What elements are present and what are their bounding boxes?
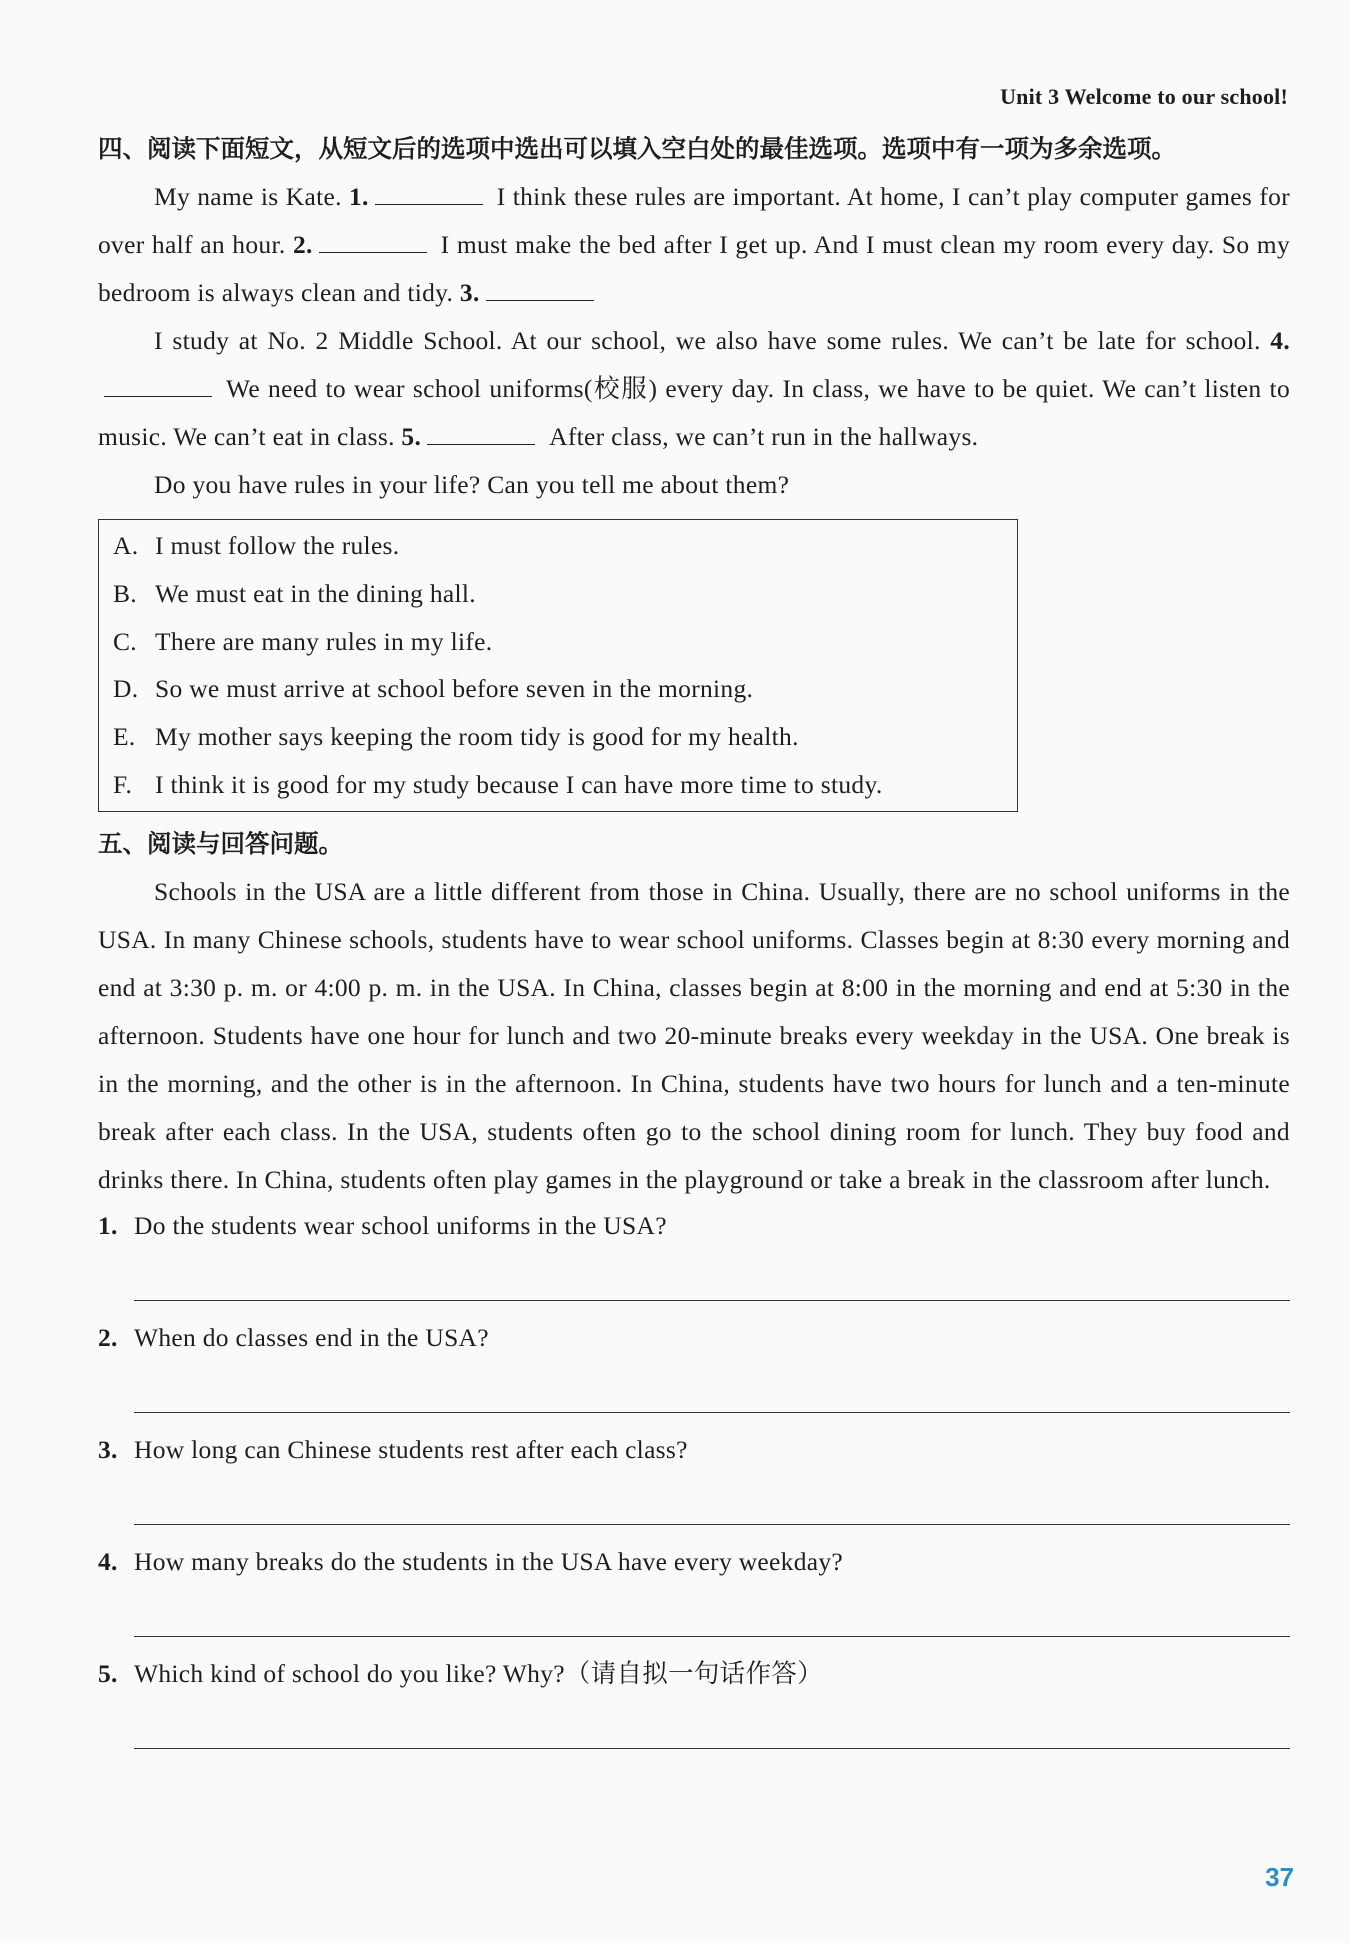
question-5 bbox=[98, 1654, 1290, 1749]
blank-number: 1. bbox=[348, 182, 369, 211]
answer-blank-4[interactable] bbox=[104, 376, 212, 397]
answer-blank-5[interactable] bbox=[427, 424, 535, 445]
section-5-title: 五、阅读与回答问题。 bbox=[98, 828, 343, 858]
passage-text: I study at No. 2 Middle School. At our school, we also have some rules. We can’t be late for school. bbox=[154, 326, 1271, 355]
passage-paragraph-2 bbox=[98, 317, 1290, 461]
option-a bbox=[99, 522, 1017, 570]
question-number: 5. bbox=[98, 1658, 118, 1688]
blank-number: 3. bbox=[459, 278, 480, 307]
answer-blank-1[interactable] bbox=[375, 184, 483, 205]
option-text: There are many rules in my life. bbox=[155, 626, 493, 656]
option-text: I must follow the rules. bbox=[155, 531, 400, 560]
option-text: I think it is good for my study because I can have more time to study. bbox=[155, 769, 883, 799]
question-text bbox=[98, 1206, 1290, 1246]
question-label: Do the students wear school uniforms in the USA? bbox=[134, 1210, 667, 1240]
page-number: 37 bbox=[1265, 1862, 1294, 1892]
answer-line-2[interactable] bbox=[134, 1358, 1290, 1413]
answer-line-1[interactable] bbox=[134, 1246, 1290, 1301]
option-letter: E. bbox=[113, 722, 136, 752]
passage-text: We need to wear school uniforms(校服) every day. In class, we have to be quiet. We can’t listen to music. We can’t eat in class. bbox=[98, 374, 1290, 451]
blank-number: 5. bbox=[401, 422, 422, 451]
question-label: Which kind of school do you like? Why?（请自拟一句话作答） bbox=[134, 1658, 823, 1688]
option-d bbox=[99, 665, 1017, 713]
answer-blank-3[interactable] bbox=[486, 280, 594, 301]
question-text bbox=[98, 1542, 1290, 1582]
question-4 bbox=[98, 1542, 1290, 1637]
option-text: So we must arrive at school before seven in the morning. bbox=[155, 674, 754, 704]
option-e bbox=[99, 713, 1017, 761]
question-number: 1. bbox=[98, 1210, 118, 1240]
answer-line-3[interactable] bbox=[134, 1470, 1290, 1525]
unit-header: Unit 3 Welcome to our school! bbox=[1000, 84, 1288, 109]
question-text bbox=[98, 1654, 1290, 1694]
question-number: 4. bbox=[98, 1546, 118, 1576]
question-label: How many breaks do the students in the USA have every weekday? bbox=[134, 1546, 844, 1576]
question-1 bbox=[98, 1206, 1290, 1301]
answer-line-4[interactable] bbox=[134, 1582, 1290, 1637]
reading-passage: Schools in the USA are a little different from those in China. Usually, there are no school uniforms in the USA. In many Chinese schools, students have to wear school uniforms. Classes begin at 8:30 every morning and end at 3:30 p. m. or 4:00 p. m. in the USA. In China, classes begin at 8:00 in the morning and end at 5:30 in the afternoon. Students have one hour for lunch and two 20-minute breaks every weekday in the USA. One break is in the morning, and the other is in the afternoon. In China, students have two hours for lunch and a ten-minute break after each class. In the USA, students often go to the school dining room for lunch. They buy food and drinks there. In China, students often play games in the playground or take a break in the classroom after lunch. bbox=[98, 876, 1290, 1194]
option-letter: C. bbox=[113, 626, 137, 656]
option-letter: D. bbox=[113, 674, 139, 704]
passage-text: I must make the bed after I get up. And I must clean my room every day. So my bedroom is always clean and tidy. bbox=[98, 230, 1290, 307]
question-number: 2. bbox=[98, 1322, 118, 1352]
question-3 bbox=[98, 1430, 1290, 1525]
answer-blank-2[interactable] bbox=[319, 232, 427, 253]
question-2 bbox=[98, 1318, 1290, 1413]
option-letter: A. bbox=[113, 531, 139, 560]
passage-paragraph-1 bbox=[98, 173, 1290, 317]
option-f bbox=[99, 761, 1017, 809]
passage-text: My name is Kate. bbox=[154, 182, 349, 211]
option-b bbox=[99, 570, 1017, 618]
question-text bbox=[98, 1318, 1290, 1358]
question-text bbox=[98, 1430, 1290, 1470]
page-content bbox=[98, 125, 1290, 1766]
section-4-title: 四、阅读下面短文，从短文后的选项中选出可以填入空白处的最佳选项。选项中有一项为多余选项。 bbox=[98, 134, 1176, 163]
passage-text: I think these rules are important. At home, I can’t play computer games for over half an hour. bbox=[98, 182, 1291, 259]
answer-line-5[interactable] bbox=[134, 1694, 1290, 1749]
question-number: 3. bbox=[98, 1434, 118, 1464]
question-label: When do classes end in the USA? bbox=[134, 1322, 489, 1352]
option-letter: F. bbox=[113, 769, 133, 799]
blank-number: 4. bbox=[1270, 326, 1290, 355]
passage-paragraph-3: Do you have rules in your life? Can you tell me about them? bbox=[154, 470, 790, 499]
option-c bbox=[99, 618, 1017, 666]
passage-text: After class, we can’t run in the hallways. bbox=[549, 422, 979, 451]
options-box bbox=[98, 519, 1018, 812]
option-text: We must eat in the dining hall. bbox=[155, 578, 476, 608]
question-label: How long can Chinese students rest after each class? bbox=[134, 1434, 688, 1464]
option-text: My mother says keeping the room tidy is good for my health. bbox=[155, 722, 799, 752]
blank-number: 2. bbox=[292, 230, 313, 259]
option-letter: B. bbox=[113, 578, 137, 608]
